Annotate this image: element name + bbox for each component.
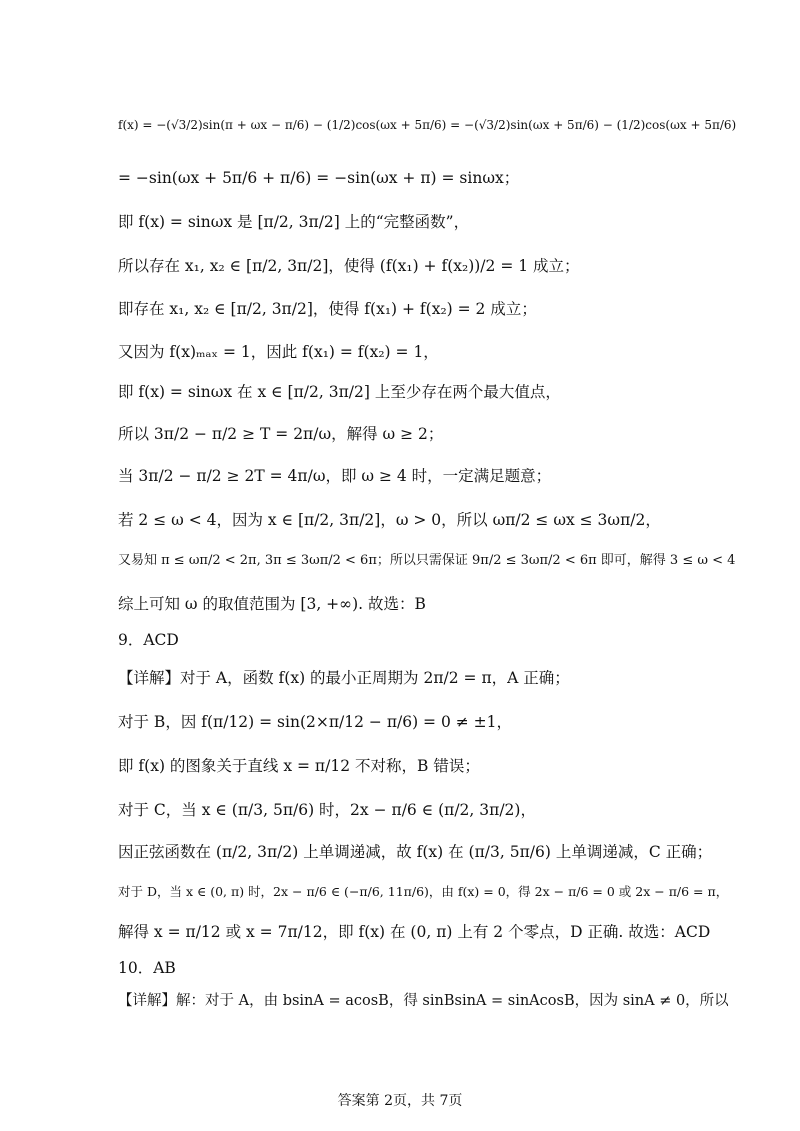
- text-line-6: 又因为 f(x)ₘₐₓ = 1，因此 f(x₁) = f(x₂) = 1，: [118, 343, 439, 361]
- text-line-9: 当 3π/2 − π/2 ≥ 2T = 4π/ω，即 ω ≥ 4 时，一定满足题意；: [118, 467, 552, 485]
- text-line-2: = −sin(ωx + 5π/6 + π/6) = −sin(ωx + π) = sinωx；: [118, 169, 520, 187]
- text-line-5: 即存在 x₁, x₂ ∈ [π/2, 3π/2]，使得 f(x₁) + f(x₂) = 2 成立；: [118, 300, 537, 318]
- text-line-22: 【详解】解：对于 A，由 bsinA = acosB，得 sinBsinA = sinAcosB，因为 sinA ≠ 0，所以: [118, 993, 729, 1009]
- text-line-16: 即 f(x) 的图象关于直线 x = π/12 不对称，B 错误；: [118, 757, 480, 775]
- text-line-8: 所以 3π/2 − π/2 ≥ T = 2π/ω，解得 ω ≥ 2；: [118, 425, 444, 443]
- text-line-3: 即 f(x) = sinωx 是 [π/2, 3π/2] 上的“完整函数”，: [118, 213, 470, 231]
- text-line-19: 对于 D，当 x ∈ (0, π) 时，2x − π/6 ∈ (−π/6, 11π/6)，由 f(x) = 0，得 2x − π/6 = 0 或 2x − π/6 = π，: [118, 884, 729, 899]
- text-line-15: 对于 B，因 f(π/12) = sin(2×π/12 − π/6) = 0 ≠ ±1，: [118, 713, 513, 731]
- text-line-11: 又易知 π ≤ ωπ/2 < 2π, 3π ≤ 3ωπ/2 < 6π；所以只需保证 9π/2 ≤ 3ωπ/2 < 6π 即可，解得 3 ≤ ω < 4: [118, 553, 736, 568]
- text-line-4: 所以存在 x₁, x₂ ∈ [π/2, 3π/2]，使得 (f(x₁) + f(x₂))/2 = 1 成立；: [118, 257, 580, 275]
- text-line-10: 若 2 ≤ ω < 4，因为 x ∈ [π/2, 3π/2]，ω > 0，所以 ωπ/2 ≤ ωx ≤ 3ωπ/2，: [118, 511, 661, 529]
- text-line-17: 对于 C，当 x ∈ (π/3, 5π/6) 时，2x − π/6 ∈ (π/2, 3π/2)，: [118, 801, 536, 819]
- page-footer: 答案第 2页，共 7页: [337, 1093, 463, 1109]
- text-line-7: 即 f(x) = sinωx 在 x ∈ [π/2, 3π/2] 上至少存在两个最大值点，: [118, 383, 561, 401]
- text-line-20: 解得 x = π/12 或 x = 7π/12，即 f(x) 在 (0, π) 上有 2 个零点，D 正确. 故选：ACD: [118, 923, 711, 941]
- question-number-10: 10．AB: [118, 959, 176, 977]
- text-line-1: f(x) = −(√3/2)sin(π + ωx − π/6) − (1/2)cos(ωx + 5π/6) = −(√3/2)sin(ωx + 5π/6) − (1/2)cos(ωx + 5π/6): [118, 118, 737, 132]
- text-line-14: 【详解】对于 A，函数 f(x) 的最小正周期为 2π/2 = π，A 正确；: [118, 669, 570, 687]
- text-line-12: 综上可知 ω 的取值范围为 [3, +∞). 故选：B: [118, 595, 426, 613]
- question-number-9: 9．ACD: [118, 631, 179, 649]
- text-line-18: 因正弦函数在 (π/2, 3π/2) 上单调递减，故 f(x) 在 (π/3, 5π/6) 上单调递减，C 正确；: [118, 843, 713, 861]
